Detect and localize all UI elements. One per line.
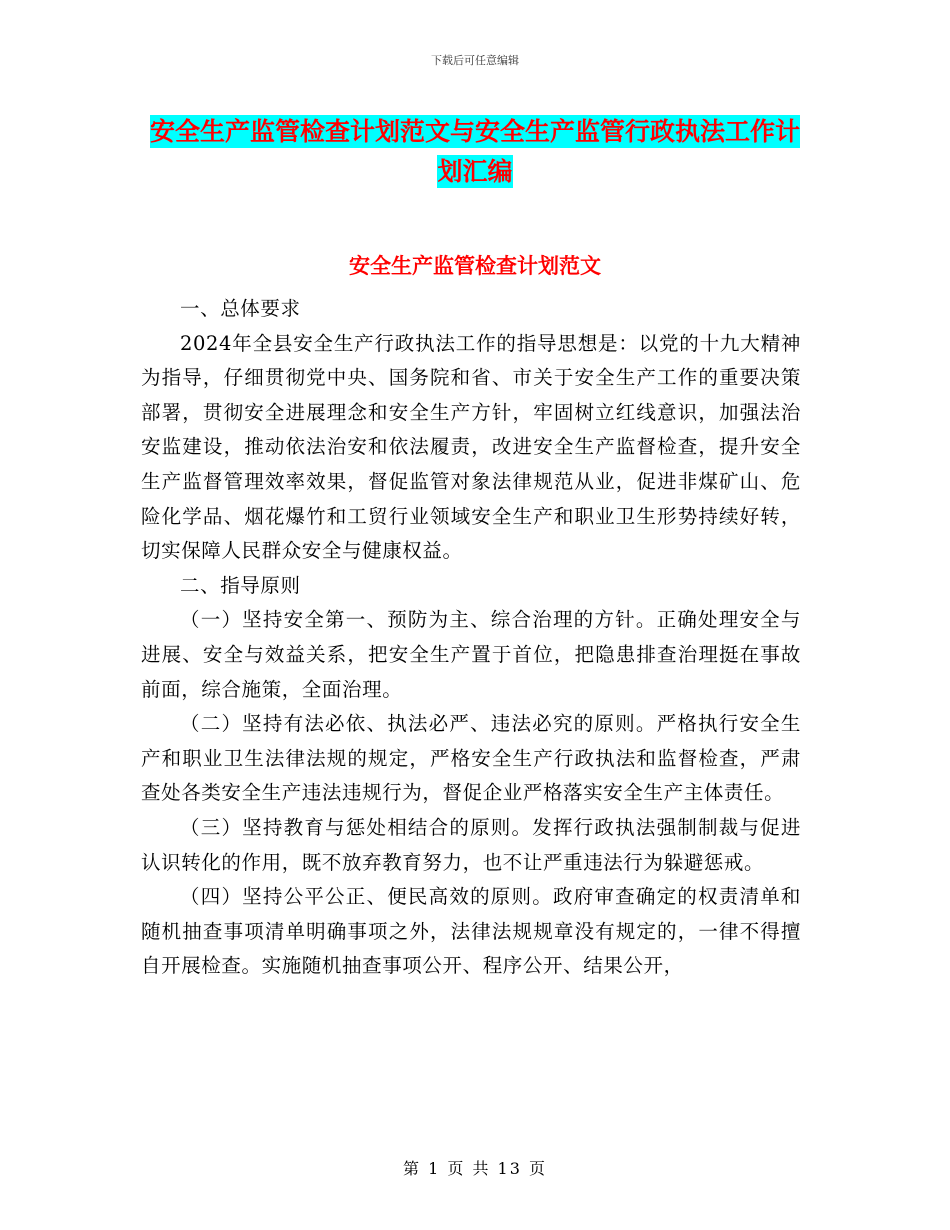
section-title: 安全生产监管检查计划范文 [349, 254, 601, 278]
heading-overall-requirements: 一、总体要求 [180, 297, 301, 320]
header-note: 下载后可任意编辑 [431, 54, 519, 67]
paragraph-guiding-thought: 2024年全县安全生产行政执法工作的指导思想是：以党的十九大精神为指导，仔细贯彻党中央、国务院和省、市关于安全生产工作的重要决策部署，贯彻安全进展理念和安全生产方针，牢固树立红线意识，加强法治安监建设，推动依法治安和依法履责，改进安全生产监督检查，提升安全生产监督管理效率效果，督促监管对象法律规范从业，促进非煤矿山、危险化学品、烟花爆竹和工贸行业领域安全生产和职业卫生形势持续好转，切实保障人民群众安全与健康权益。 [141, 331, 801, 563]
paragraph-principle-4: （四）坚持公平公正、便民高效的原则。政府审查确定的权责清单和随机抽查事项清单明确事项之外，法律法规规章没有规定的，一律不得擅自开展检查。实施随机抽查事项公开、程序公开、结果公开， [141, 885, 801, 978]
document-body [141, 292, 801, 984]
heading-guiding-principles: 二、指导原则 [180, 573, 301, 597]
document-title [140, 112, 810, 192]
document-title-text: 安全生产监管检查计划范文与安全生产监管行政执法工作计划汇编 [149, 117, 800, 186]
page-number-footer: 第 1 页 共 13 页 [403, 1159, 547, 1178]
paragraph-principle-1: （一）坚持安全第一、预防为主、综合治理的方针。正确处理安全与进展、安全与效益关系，把安全生产置于首位，把隐患排查治理挺在事故前面，综合施策，全面治理。 [141, 608, 801, 701]
paragraph-principle-3: （三）坚持教育与惩处相结合的原则。发挥行政执法强制制裁与促进认识转化的作用，既不放弃教育努力，也不让严重违法行为躲避惩戒。 [141, 815, 801, 874]
paragraph-principle-2: （二）坚持有法必依、执法必严、违法必究的原则。严格执行安全生产和职业卫生法律法规的规定，严格安全生产行政执法和监督检查，严肃查处各类安全生产违法违规行为，督促企业严格落实安全生产主体责任。 [141, 712, 801, 805]
